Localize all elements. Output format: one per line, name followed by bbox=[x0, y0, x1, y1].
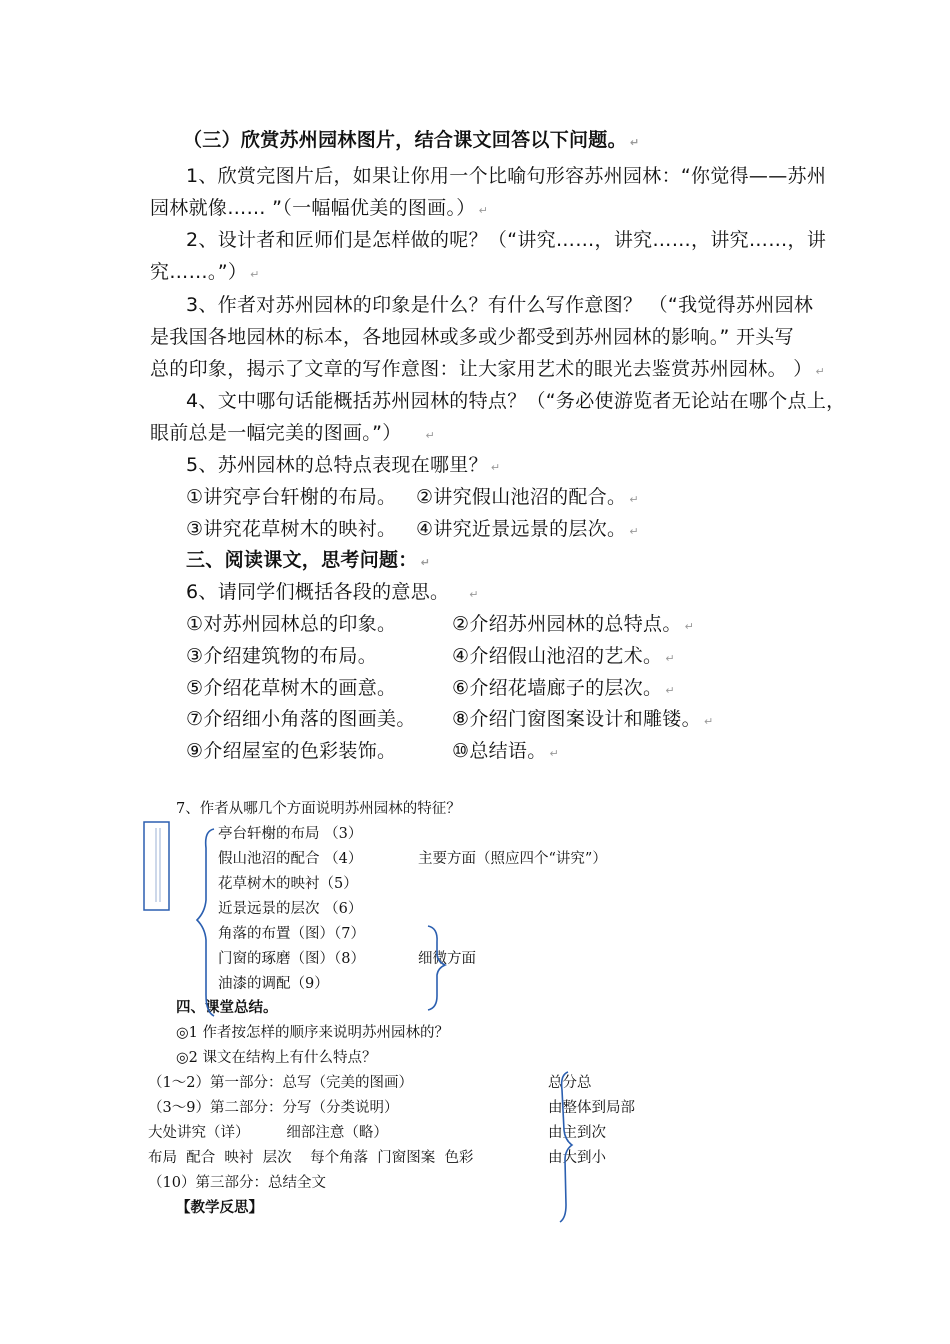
question-2-line-2: 究……。”） ↵ bbox=[150, 261, 260, 283]
q5-option-3: ③讲究花草树木的映衬。 bbox=[186, 518, 397, 540]
paragraph-summary-1: ①对苏州园林总的印象。 bbox=[186, 613, 397, 635]
question-6: 6、请同学们概括各段的意思。 ↵ bbox=[186, 581, 479, 603]
right-curly-brace bbox=[428, 926, 445, 1010]
left-curly-brace bbox=[197, 829, 214, 1016]
question-2-line-1: 2、设计者和匠师们是怎样做的呢？（“讲究……，讲究……，讲究……，讲 bbox=[186, 229, 827, 251]
question-1-line-1: 1、欣赏完图片后，如果让你用一个比喻句形容苏州园林：“你觉得——苏州 bbox=[186, 165, 827, 187]
question-3-line-1: 3、作者对苏州园林的印象是什么？有什么写作意图？ （“我觉得苏州园林 bbox=[186, 294, 814, 316]
feature-item: 角落的布置（图）（7） bbox=[218, 926, 365, 942]
q5-option-1: ①讲究亭台轩榭的布局。 bbox=[186, 486, 397, 508]
paragraph-summary-3: ③介绍建筑物的布局。 bbox=[186, 645, 378, 667]
structure-row-right: 由主到次 bbox=[548, 1125, 606, 1141]
part3-heading: 三、阅读课文，思考问题： ↵ bbox=[186, 549, 431, 571]
question-3-line-2: 是我国各地园林的标本，各地园林或多或少都受到苏州园林的影响。” 开头写 bbox=[150, 326, 794, 348]
structure-row-left: 大处讲究（详） 细部注意（略） bbox=[148, 1125, 388, 1141]
structure-row-right: 由整体到局部 bbox=[548, 1100, 635, 1116]
feature-item: 门窗的琢磨（图）（8） bbox=[218, 951, 365, 967]
question-4-line-1: 4、文中哪句话能概括苏州园林的特点？（“务必使游览者无论站在哪个点上， bbox=[186, 390, 846, 412]
feature-item: 近景远景的层次 （6） bbox=[218, 901, 363, 917]
q5-option-2: ②讲究假山池沼的配合。 ↵ bbox=[416, 486, 639, 508]
structure-row-right: 总分总 bbox=[548, 1075, 592, 1091]
main-aspect-label: 主要方面（照应四个“讲究”） bbox=[418, 851, 607, 867]
question-5: 5、苏州园林的总特点表现在哪里？ ↵ bbox=[186, 454, 501, 476]
feature-item: 花草树木的映衬（5） bbox=[218, 876, 358, 892]
feature-item: 亭台轩榭的布局 （3） bbox=[218, 826, 363, 842]
question-3-line-3: 总的印象，揭示了文章的写作意图：让大家用艺术的眼光去鉴赏苏州园林。 ） ↵ bbox=[150, 358, 826, 380]
feature-item: 油漆的调配（9） bbox=[218, 976, 329, 992]
structure-curly-brace bbox=[560, 1072, 572, 1222]
question-7: 7、作者从哪几个方面说明苏州园林的特征？ bbox=[176, 801, 461, 817]
teaching-reflection-heading: 【教学反思】 bbox=[176, 1199, 263, 1216]
part4-heading: 四、课堂总结。 bbox=[176, 999, 278, 1016]
question-1-line-2: 园林就像…… ”（一幅幅优美的图画。） ↵ bbox=[150, 197, 489, 219]
paragraph-summary-9: ⑨介绍屋室的色彩装饰。 bbox=[186, 740, 397, 762]
paragraph-summary-2: ②介绍苏州园林的总特点。 ↵ bbox=[452, 613, 695, 635]
paragraph-summary-7: ⑦介绍细小角落的图画美。 bbox=[186, 708, 416, 730]
q5-option-4: ④讲究近景远景的层次。 ↵ bbox=[416, 518, 639, 540]
structure-row-right: 由大到小 bbox=[548, 1150, 606, 1166]
section-heading: （三）欣赏苏州园林图片，结合课文回答以下问题。 ↵ bbox=[183, 129, 640, 151]
detail-aspect-label: 细微方面 bbox=[418, 951, 476, 967]
summary-question-2: ◎2 课文在结构上有什么特点？ bbox=[176, 1050, 377, 1066]
paragraph-summary-4: ④介绍假山池沼的艺术。 ↵ bbox=[452, 645, 675, 667]
summary-question-1: ◎1 作者按怎样的顺序来说明苏州园林的？ bbox=[176, 1025, 449, 1041]
paragraph-summary-10: ⑩总结语。 ↵ bbox=[452, 740, 560, 762]
structure-row-left: 布局 配合 映衬 层次 每个角落 门窗图案 色彩 bbox=[148, 1150, 474, 1166]
structure-row-left: （3～9）第二部分：分写（分类说明） bbox=[148, 1100, 399, 1116]
paragraph-summary-5: ⑤介绍花草树木的画意。 bbox=[186, 677, 397, 699]
structure-row-left: （10）第三部分：总结全文 bbox=[148, 1175, 326, 1191]
paragraph-summary-8: ⑧介绍门窗图案设计和雕镂。 ↵ bbox=[452, 708, 714, 730]
paragraph-summary-6: ⑥介绍花墙廊子的层次。 ↵ bbox=[452, 677, 675, 699]
structure-row-left: （1～2）第一部分：总写（完美的图画） bbox=[148, 1075, 413, 1091]
question-4-line-2: 眼前总是一幅完美的图画。”） ↵ bbox=[150, 422, 436, 444]
feature-item: 假山池沼的配合 （4） bbox=[218, 851, 363, 867]
